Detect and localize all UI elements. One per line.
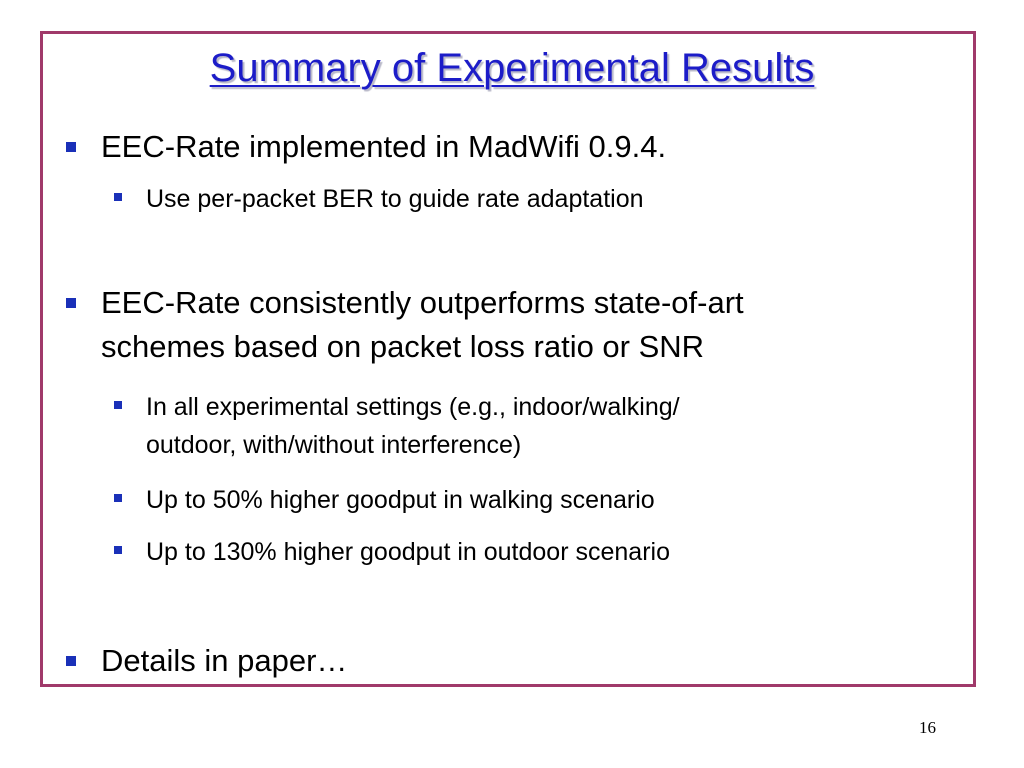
page-number: 16 xyxy=(919,718,936,737)
square-bullet-icon xyxy=(66,142,76,152)
square-bullet-icon xyxy=(114,494,122,502)
bullet-text-line: schemes based on packet loss ratio or SNR xyxy=(101,329,705,364)
bullet-item xyxy=(66,281,951,369)
bullet-text xyxy=(101,281,951,369)
square-bullet-icon xyxy=(114,401,122,409)
sub-bullet-text: Up to 50% higher goodput in walking scenario xyxy=(146,486,655,514)
bullet-text: EEC-Rate implemented in MadWifi 0.9.4. xyxy=(101,129,667,164)
slide-title: Summary of Experimental Results xyxy=(209,46,815,90)
square-bullet-icon xyxy=(66,298,76,308)
square-bullet-icon xyxy=(114,193,122,201)
sub-bullet-text: Up to 130% higher goodput in outdoor scenario xyxy=(146,538,670,566)
sub-bullet-text: Use per-packet BER to guide rate adaptation xyxy=(146,185,644,213)
bullet-text: Details in paper… xyxy=(101,643,348,678)
bullet-item xyxy=(66,125,951,169)
sub-bullet-item xyxy=(114,388,946,464)
sub-bullet-item xyxy=(114,180,946,218)
sub-bullet-item xyxy=(114,481,946,519)
bullet-item xyxy=(66,639,951,683)
sub-bullet-text xyxy=(146,388,946,464)
sub-bullet-item xyxy=(114,533,946,571)
bullet-text-line: EEC-Rate consistently outperforms state-of-art xyxy=(101,285,744,320)
square-bullet-icon xyxy=(66,656,76,666)
sub-bullet-text-line: outdoor, with/without interference) xyxy=(146,431,522,459)
square-bullet-icon xyxy=(114,546,122,554)
sub-bullet-text-line: In all experimental settings (e.g., indoor/walking/ xyxy=(146,393,680,421)
